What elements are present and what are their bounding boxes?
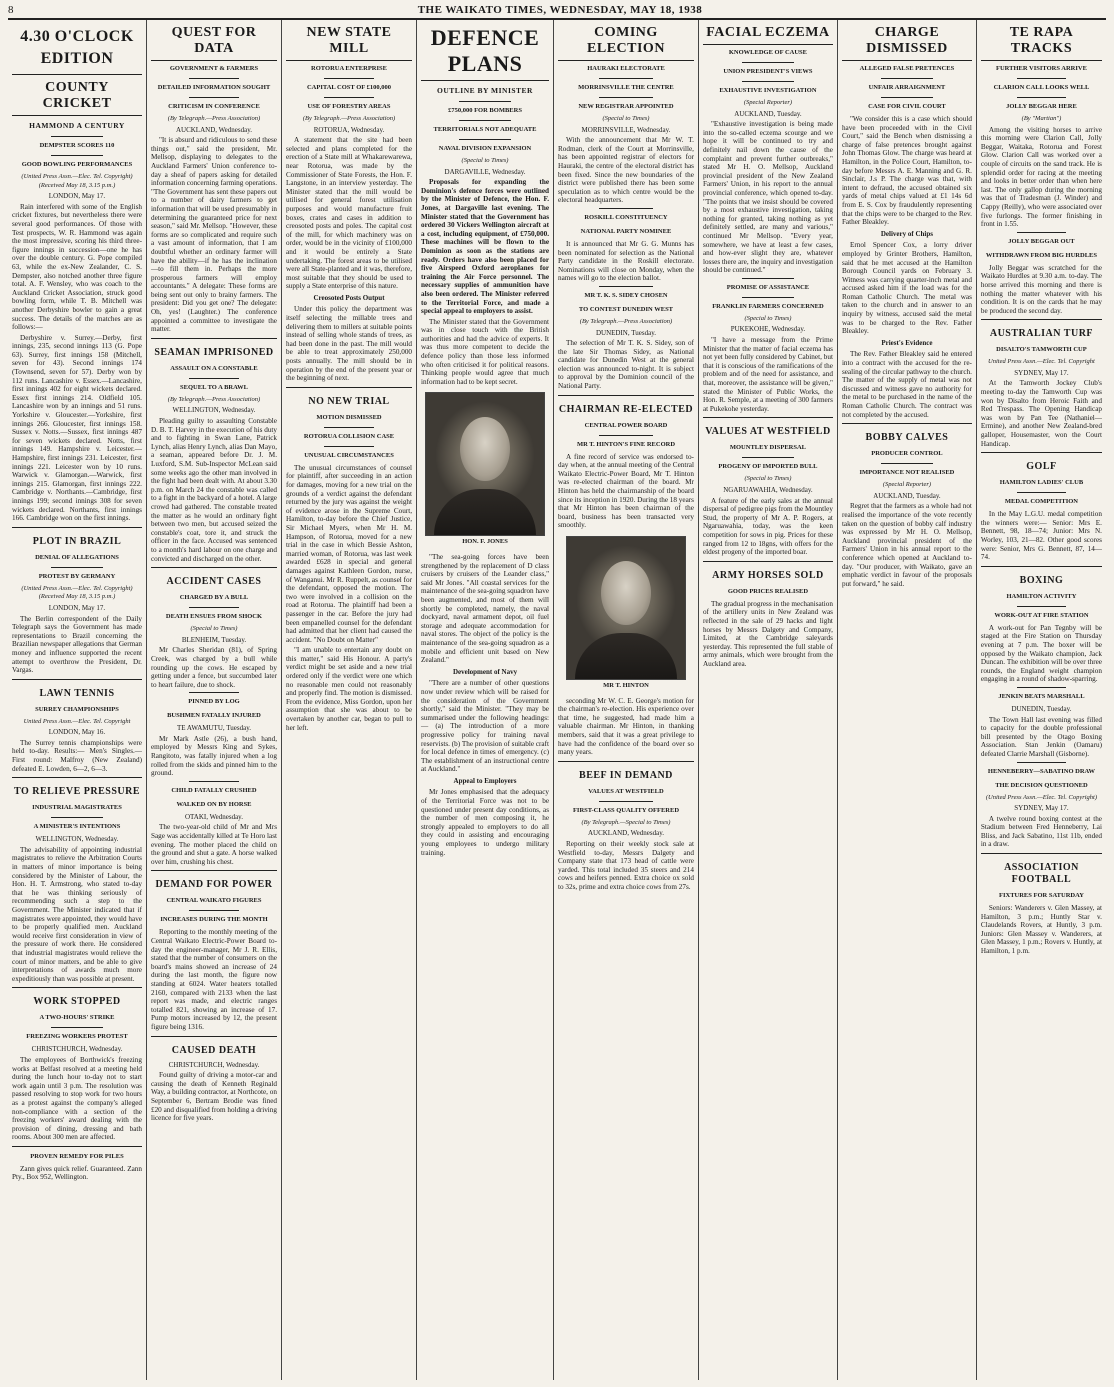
column-3 bbox=[282, 20, 417, 1380]
headline-facial-eczema: FACIAL ECZEMA bbox=[703, 22, 833, 45]
advertisement-heading: PROVEN REMEDY FOR PILES bbox=[30, 1152, 124, 1160]
article-body: "I am unable to entertain any doubt on this matter," said His Honour. A party's verdict might be set aside and a new trial ordered only if the verdict were one which no reasonable men could not reasonably and properly find. The motion is dismissed. From the evidence, Miss Gordon, upon her assumption that she was about to be overtaken by another car, began to pull to her left. bbox=[286, 646, 413, 732]
byline: (Special to Times) bbox=[744, 475, 792, 483]
headline-seaman-imprisoned: SEAMAN IMPRISONED bbox=[154, 346, 274, 358]
article-body: Pleading guilty to assaulting Constable D. B. T. Harvey in the execution of his duty and to fighting in Swan Lane, Patrick Lynch, alias Henry Lynch, alias Dan Mayo, a seaman, appeared before Dr. J. M. Luxford, S.M. Sub-Inspector McLean said some weeks ago the other man involved in the fight had been dealt with. At about 3.30 p.m. on March 24 the constable was called to a fight in the backyard of a hotel. A large crowd had gathered. The constable treated the matter as he would an ordinary fight between two men, but accused seized the constable's coat, tore it, and struck the officer in the face. Accused was sentenced to a month's hard labour on one charge and convicted and discharged on the other. bbox=[150, 417, 277, 563]
headline-quest-for-data: QUEST FOR DATA bbox=[151, 22, 277, 61]
dateline: AUCKLAND, Tuesday. bbox=[734, 109, 802, 118]
headline-new-state-mill: NEW STATE MILL bbox=[286, 22, 412, 61]
article-body: The Berlin correspondent of the Daily Telegraph says the Government has made representations to Brazil concerning the Brazilian newspaper allegations that German money and influence supported the recent attempt to overthrow the President, Dr. Vargas. bbox=[12, 614, 142, 675]
subhead: CAPITAL COST OF £100,000 bbox=[306, 84, 392, 91]
advertisement-body: Zann gives quick relief. Guaranteed. Zann Pty., Box 952, Wellington. bbox=[12, 1164, 142, 1182]
subhead: £750,000 FOR BOMBERS bbox=[448, 107, 522, 114]
article-body: "The sea-going forces have been strengthened by the replacement of D class cruisers by cruisers of the Leander class," said Mr Jones. "All coastal services for the maintenance of the sea-going squadron have been augmented, and most of them will shortly be completed, namely, the naval dockyard, naval armament depot, oil fuel storage and adequate accommodation for naval stores. The object of the policy is the maintenance of the sea-going squadron as a mobile and efficient unit based on New Zealand." bbox=[421, 553, 550, 665]
subhead: FIXTURES FOR SATURDAY bbox=[999, 892, 1084, 900]
headline-te-rapa-tracks: TE RAPA TRACKS bbox=[981, 22, 1102, 61]
subhead: WALKED ON BY HORSE bbox=[176, 800, 252, 808]
headline-plot-brazil: PLOT IN BRAZIL bbox=[32, 535, 122, 547]
subhead: MR T. K. S. SIDEY CHOSEN bbox=[584, 291, 668, 299]
subhead: CASE FOR CIVIL COURT bbox=[868, 103, 946, 110]
byline: United Press Assn.—Elec. Tel. Copyright bbox=[23, 717, 131, 725]
section-subhead: Appeal to Employers bbox=[453, 776, 517, 785]
headline-army-horses: ARMY HORSES SOLD bbox=[712, 569, 824, 581]
column-7 bbox=[838, 20, 977, 1380]
byline: (By Telegraph.—Press Association) bbox=[302, 115, 396, 122]
subhead: PRODUCER CONTROL bbox=[871, 450, 943, 458]
subhead: UNION PRESIDENT'S VIEWS bbox=[723, 68, 813, 75]
subhead: SEQUEL TO A BRAWL bbox=[180, 383, 248, 391]
subhead: HAMMOND A CENTURY bbox=[29, 121, 125, 130]
dateline: AUCKLAND, Wednesday. bbox=[587, 829, 664, 838]
column-5 bbox=[554, 20, 699, 1380]
column-8 bbox=[977, 20, 1106, 1380]
subhead: CHARGED BY A BULL bbox=[179, 594, 249, 602]
byline: (By Telegraph.—Press Association) bbox=[579, 317, 673, 325]
article-body: A fine record of service was endorsed to-day when, at the annual meeting of the Central Waikato Electric-Power Board, Mr T. Hinton was re-elected chairman of the board. Mr Hinton has held the chairmanship of the board since its inception in 1920. During the 18 years that Mr Hinton has been chairman of the board, business has been transacted very smoothly. bbox=[558, 452, 694, 530]
headline-caused-death: CAUSED DEATH bbox=[171, 1044, 257, 1056]
dateline: OTAKI, Wednesday. bbox=[185, 812, 243, 821]
byline: (United Press Assn.—Elec. Tel. Copyright) (Received May 18, 3.15 p.m.) bbox=[21, 584, 133, 601]
article-body: "We consider this is a case which should have been proceeded with in the Civil Court," said the Bench when dismissing a charge of false pretences brought against John Thomas Glow. The charge was heard at Hamilton, in the Police Court, Hamilton, to-day before Messrs A. E. Manning and G. R. Sinclair, J.s P. The charge was that, with intent to defraud, the accused obtained six yards of metal chips valued at £1 14s 6d from E. S. Cox by fraudulently representing that the chips were to be charged to the Rev. Father Bleakley. bbox=[841, 115, 972, 227]
article-body: "Exhaustive investigation is being made into the so-called eczema scourge and we hope it will be continued to try and definitely nail down the cause of the complaint and prevent further outbreaks," stated Mr H. O. Mellsop, Auckland provincial president of the New Zealand Farmers' Union, in his report to the annual provincial conference, which opened to-day. "The points that we insist should be covered by a most exhaustive investigation, taking nothing for granted, taking nothing as yet definitely settled, are many and various," continued Mr Mellsop. "Every year, somewhere, we have at least a few cases, and how-ever slight they are, whatever losses there are, the inquiry and investigation should be continued." bbox=[702, 120, 833, 275]
column-1 bbox=[8, 20, 147, 1380]
dateline: DUNEDIN, Tuesday. bbox=[595, 328, 656, 337]
subhead: FREEZING WORKERS PROTEST bbox=[26, 1033, 128, 1041]
article-body: In the May L.G.U. medal competition the winners were:— Senior: Mrs E. Bennett, 98, 18—74; Junior: Mrs N. Worley, 103, 21—82. Other good scores were: Senior, Mrs G. Bennett, 87, 14—74. bbox=[980, 510, 1102, 562]
article-body: The unusual circumstances of counsel for plaintiff, after succeeding in an action for damages, moving for a new trial on the grounds of a verdict against the defendant returned by the jury was against the weight of evidence arose in the Supreme Court, Hamilton, to-day before the Chief Justice, Sir Michael Myers, when Mr H. M. Hampson, of Rotorua, moved for a new trial in the case in which Bessie Ashton, married woman, of Rotorua, was last week awarded £628 in special and general damages against Kathleen Gordon, nurse, of Wanganui. Mr R. Ruppelt, as counsel for the defendant, opposed the motion. The two were involved in a collision on the road at Rotorua. The plaintiff had been a passenger in the car. Before the jury had been empanelled counsel for the defendant had admitted that her client had caused the accident. "No Doubt on Matter" bbox=[286, 463, 413, 644]
subhead: JOLLY BEGGAR OUT bbox=[1008, 237, 1075, 245]
subhead: USE OF FORESTRY AREAS bbox=[307, 103, 391, 110]
article-body: The Town Hall last evening was filled to capacity for the double professional bill presented by the Otago Boxing Association. Stan Jenkin (Oamaru) defeated Clarrie Marshall (Gisborne). bbox=[980, 715, 1102, 758]
dateline: CHRISTCHURCH, Wednesday. bbox=[168, 1060, 260, 1069]
subhead: THE DECISION QUESTIONED bbox=[995, 781, 1088, 789]
subhead: CHILD FATALLY CRUSHED bbox=[171, 786, 257, 794]
subhead: ROSKILL CONSTITUENCY bbox=[584, 213, 668, 221]
headline-boxing: BOXING bbox=[1019, 574, 1064, 586]
masthead bbox=[8, 4, 1106, 20]
subhead: PROGENY OF IMPORTED BULL bbox=[718, 463, 818, 471]
subhead: INCREASES DURING THE MONTH bbox=[160, 916, 268, 924]
subhead: FIRST-CLASS QUALITY OFFERED bbox=[572, 806, 680, 814]
subhead: KNOWLEDGE OF CAUSE bbox=[728, 49, 808, 56]
subhead: NAVAL DIVISION EXPANSION bbox=[438, 145, 532, 152]
column-4 bbox=[417, 20, 554, 1380]
subhead: DETAILED INFORMATION SOUGHT bbox=[157, 84, 271, 91]
article-body: A statement that the site had been selected and plans completed for the erection of a State mill at Whakarewarewa, near Rotorua, was made by the Commissioner of State Forests, the Hon. F. Langstone, in an interview yesterday. The Minister stated that the mill would be utilised for general forest utilisation purposes and would manufacture fruit boxes, crates and cases in addition to creosoted posts and poles. The capital cost of the mill, for which machinery was on order, would be in the vicinity of £100,000 and it would be entirely a State undertaking. The forest areas to be utilised were all State-planted and it was, therefore, most suitable that they should be used to supply a State enterprise of this nature. bbox=[286, 136, 413, 291]
byline: (United Press Assn.—Elec. Tel. Copyright) bbox=[985, 793, 1098, 801]
portrait-photo-jones bbox=[425, 392, 545, 536]
headline-golf: GOLF bbox=[1026, 461, 1057, 473]
subhead: CRITICISM IN CONFERENCE bbox=[168, 103, 260, 110]
subhead: WORK-OUT AT FIRE STATION bbox=[994, 611, 1089, 619]
article-body: The Rev. Father Bleakley said he entered into a contract with the accused for the re-sealing of the circular pathway to the church. The matter of the supply of metal was not discussed and witness gave no authority for the metal to be purchased in the name of the Roman Catholic Church. The contract was not completed by the accused. bbox=[841, 350, 972, 419]
subhead: MR T. HINTON'S FINE RECORD bbox=[576, 440, 676, 448]
column-2 bbox=[147, 20, 282, 1380]
dateline: SYDNEY, May 17. bbox=[1014, 804, 1069, 813]
subhead: NATIONAL PARTY NOMINEE bbox=[580, 227, 672, 235]
dateline: AUCKLAND, Wednesday. bbox=[175, 125, 253, 134]
subhead: INDUSTRIAL MAGISTRATES bbox=[32, 804, 122, 812]
headline-chairman-reelected: CHAIRMAN RE-ELECTED bbox=[558, 403, 694, 415]
article-body: The gradual progress in the mechanisation of the artillery units in New Zealand was reflected in the sale of 29 hacks and light horses by Messrs Dalgety and Company, Limited, at the Cambridge saleyards yesterday. This represented the full stable of army animals, which were brought from the Auckland area. bbox=[702, 599, 833, 668]
byline: (United Press Assn.—Elec. Tel. Copyright) (Received May 18, 3.15 p.m.) bbox=[21, 173, 133, 189]
subhead: JOLLY BEGGAR HERE bbox=[1006, 103, 1077, 110]
subhead: HENNEBERRY—SABATINO DRAW bbox=[987, 767, 1095, 775]
subhead: MEDAL COMPETITION bbox=[1004, 498, 1079, 506]
article-body: The employees of Borthwick's freezing works at Belfast resolved at a meeting held during the lunch hour to-day not to start work again until 3 p.m. The resolution was passed resolving to stop work for two hours as a protest against the company's alleged non-compliance with a section of the freezing workers' award dealing with the provision of dining, dressing and bath rooms. About 300 men are affected. bbox=[12, 1055, 142, 1142]
dateline: NGARUAWAHIA, Wednesday. bbox=[723, 486, 813, 494]
dateline: WELLINGTON, Wednesday. bbox=[172, 406, 256, 415]
headline-beef-in-demand: BEEF IN DEMAND bbox=[579, 769, 673, 781]
article-body: A work-out for Pan Tegnby will be staged at the Fire Station on Thursday evening at 7 p.m. The boxer will be opposed by the Waikato champion, Jack Duncan. The exhibition will be over three rounds, the England weight champion engaging in a round of shadow-sparring. bbox=[980, 623, 1102, 684]
page-number: 8 bbox=[8, 4, 14, 16]
headline-association-football: ASSOCIATION FOOTBALL bbox=[1004, 862, 1079, 886]
subhead: SURREY CHAMPIONSHIPS bbox=[35, 705, 119, 713]
section-subhead: Delivery of Chips bbox=[880, 229, 933, 238]
byline: (Special to Times) bbox=[190, 625, 238, 633]
article-body: "It is absurd and ridiculous to send these things out," said the president, Mr. Mellsop, displaying to delegates to the Auckland Farmers' Union conference to-day a sheaf of papers asking for detailed information concerning farming operations. "The Government has sent these papers out to a number of dairy farmers to get information that will be used presumably in determining the guaranteed price for next season," said Mr. Mellsop. "However, these forms are so complicated and require such a vast amount of information, that I am doubtful whether an ordinary farmer will have the ability—if he has the inclination—to fill them in. Perhaps the more prosperous farmers will employ accountants." A delegate: These forms are being sent out only to brainy farmers. The president: Did you get one? The delegate: Oh, yes! (Laughter.) The conference appointed a committee to investigate the matter. bbox=[150, 136, 277, 334]
dateline: DARGAVILLE, Wednesday. bbox=[444, 167, 526, 176]
byline: United Press Assn.—Elec. Tel. Copyright bbox=[988, 358, 1095, 366]
headline-values-westfield: VALUES AT WESTFIELD bbox=[705, 426, 831, 438]
article-body: Among the visiting horses to arrive this morning were Clarion Call, Jolly Beggar, Waitaka, Rotorua and Forest Glow. Clarion Call was worked over a couple of circuits on the sand track. He is splendid order for racing at the meeting and looks in better order than when here last. The only gallop during the morning was that of Tradesman (J. Winder) and Cappy (Reilly), who were associated over five furlongs. The former finishing in front in 1.55. bbox=[980, 125, 1102, 229]
byline: (By Telegraph.—Press Association) bbox=[167, 395, 261, 403]
headline-coming-election: COMING ELECTION bbox=[558, 22, 694, 61]
subhead: HAMILTON ACTIVITY bbox=[1006, 592, 1077, 600]
subhead: FRANKLIN FARMERS CONCERNED bbox=[712, 302, 824, 310]
subhead: IMPORTANCE NOT REALISED bbox=[859, 469, 955, 477]
dateline: ROTORUA, Wednesday. bbox=[313, 125, 385, 134]
article-body: It is announced that Mr G. G. Munns has been nominated for selection as the National Party candidate in the Roskill electorate. Nominations will close on Monday, when the names will go to the election ballot. bbox=[558, 239, 694, 283]
article-body: Found guilty of driving a motor-car and causing the death of Kenneth Reginald Way, a building contractor, at Northcote, on September 6, Bertram Brodie was fined £20 and disqualified from holding a driving licence for five years. bbox=[150, 1071, 277, 1123]
subhead: A TWO-HOURS' STRIKE bbox=[39, 1014, 115, 1022]
dateline: MORRINSVILLE, Wednesday. bbox=[581, 125, 671, 134]
article-body: Under this policy the department was itself selecting the millable trees and delivering them to millers at suitable points instead of selling whole stands of trees, as had been done in the past. The mill would be able to treat approximately 250,000 posts annually. The mill should be in operation by the end of the present year or the beginning of next. bbox=[286, 305, 413, 383]
subhead: A MINISTER'S INTENTIONS bbox=[33, 823, 121, 831]
headline-accident-cases: ACCIDENT CASES bbox=[166, 576, 262, 588]
article-body: The advisability of appointing industrial magistrates to relieve the Arbitration Courts in matters of minor importance is being considered by the Minister of Labour, the Hon. H. T. Armstrong, who stated to-day that he was thinking seriously of recommending such a step to the Government. The Minister indicated that if magistrates were appointed, they would have to be properly qualified men. Auckland would receive first consideration in view of the pressure of work there. He considered that industrial magistrates would relieve the court of minor matters, and be able to give interpretations of awards much more expeditiously than was possible at present. bbox=[12, 845, 142, 983]
subhead: DEATH ENSUES FROM SHOCK bbox=[165, 613, 263, 621]
headline-australian-turf: AUSTRALIAN TURF bbox=[989, 328, 1094, 340]
edition-banner: 4.30 O'CLOCK EDITION bbox=[12, 22, 142, 75]
article-body: "I have a message from the Prime Minister that the matter of facial eczema has not yet been fully considered by Cabinet, but that it is conscious of the ramifications of the problem and of the need for assistance, and that, moreover, the assistance will be given," stated the Minister of Public Works, the Hon. R. Semple, at a meeting of 300 farmers at Pukekohe yesterday. bbox=[702, 336, 833, 413]
byline: (Special to Times) bbox=[461, 157, 509, 164]
subhead: FURTHER VISITORS ARRIVE bbox=[995, 65, 1087, 72]
column-6 bbox=[699, 20, 838, 1380]
byline: (By Telegraph.—Special to Times) bbox=[581, 818, 671, 826]
headline-relieve-pressure: TO RELIEVE PRESSURE bbox=[13, 786, 140, 798]
subhead: ALLEGED FALSE PRETENCES bbox=[859, 65, 955, 72]
article-body: A feature of the early sales at the annual dispersal of pedigree pigs from the Mountley Stud, the property of Mr A. P. Rogers, at Ngaruawahia, today, was the keen competition for sows in pig. Prices for these ranged from 12 to 18gns, with offers for the eldest progeny of the imported boar. bbox=[702, 496, 833, 557]
headline-defence-plans: DEFENCE PLANS bbox=[421, 22, 549, 81]
article-body: seconding Mr W. C. E. George's motion for the chairman's re-election. His experience over that time, he suggested, had made him a valuable chairman. Mr Hinton, in thanking members, said that it was a great privilege to have had the confidence of the board over so many years. bbox=[558, 696, 694, 757]
dateline: WELLINGTON, Wednesday. bbox=[35, 835, 119, 844]
article-lede: Proposals for expanding the Dominion's defence forces were outlined by the Minister of Defence, the Hon. F. Jones, at Dargaville last evening. The Minister stated that the Government has ordered 30 Vickers Wellington aircraft at a cost, including equipment, of £750,000. These machines will be flown to the Dominion as soon as the stations are ready. Orders have also been placed for five Airspeed Oxford aeroplanes for training the Air Force personnel. The necessary supplies of ammunition have also been ordered. The Minister referred to the Territorial Force, and made a special appeal to employers to assist. bbox=[421, 178, 550, 316]
headline-lawn-tennis: LAWN TENNIS bbox=[39, 687, 115, 699]
article-body: At the Tamworth Jockey Club's meeting to-day the Tamworth Cup was won by Disalto from Heroic Faith and Red Trespass. The Opening Handicap was won by Pan Tee (Nathaniel—Ermine), and another New Zealand-bred galloper, Housemaster, won the Court Handicap. bbox=[980, 379, 1102, 448]
subhead: MOUNTLEY DISPERSAL bbox=[729, 444, 807, 452]
dateline: LONDON, May 17. bbox=[48, 603, 106, 612]
headline-no-new-trial: NO NEW TRIAL bbox=[308, 395, 390, 407]
article-body: Rain interfered with some of the English cricket fixtures, but nevertheless there were several good performances. Of those with Test prospects, W. R. Hammond was again the most impressive, scoring his third three-figure innings in succession—one he has over the double century. G. Pope compiled 63, while the ex-New Zealander, C. S. Dempster, also notched another three figure total. A. F. Wensley, who was coach to the Auckland Cricket Association, struck good bowling form, while T. B. Mitchell was another Derbyshire bowler to gain a great success. The details of the matches are as follows:— bbox=[12, 202, 142, 332]
subhead: GOVERNMENT & FARMERS bbox=[169, 65, 259, 72]
photo-caption: HON. F. JONES bbox=[462, 538, 508, 546]
subhead: VALUES AT WESTFIELD bbox=[588, 787, 664, 795]
article-body: Seniors: Wanderers v. Glen Massey, at Hamilton, 3 p.m.; Huntly Star v. Claudelands Rovers, at Huntly, 3 p.m. Juniors: Glen Massey v. Wanderers, at Glen Massey, 1 p.m.; Rovers v. Huntly, at Hamilton, 1 p.m. bbox=[980, 904, 1102, 956]
subhead: JENKIN BEATS MARSHALL bbox=[998, 692, 1085, 700]
article-body: Regret that the farmers as a whole had not realised the importance of the vote recently taken on the question of bobby calf industry was expressed by Mr H. O. Mellsop, Auckland provincial president of the Farmers' Union in his annual report to the conference which opened at Auckland to-day. "Our producer, with Waikato, gave an emphatic verdict in favour of the proposals put forward," he said. bbox=[841, 502, 972, 588]
byline: (Special Reporter) bbox=[882, 481, 932, 489]
dateline: DUNEDIN, Tuesday. bbox=[1011, 704, 1072, 713]
dateline: AUCKLAND, Tuesday. bbox=[873, 491, 941, 500]
subhead: ROTORUA COLLISION CASE bbox=[303, 432, 395, 440]
article-body: "There are a number of other questions now under review which will be raised for the consideration of the Government shortly," said the Minister. "They may be summarised under the following headings:— (a) The introduction of a more progressive policy for training naval reservists. (b) The provision of suitable craft for local defence in times of emergency. (c) The establishment of an instructional centre at Auckland." bbox=[421, 679, 550, 774]
article-body: Reporting on their weekly stock sale at Westfield to-day, Messrs Dalgety and Company state that 173 head of cattle were yarded. This total included 35 steers and 214 cows and heifers penned. Extra choice ox sold to 32s, prime and extra choice cows from 27s. bbox=[558, 839, 694, 891]
subhead: ASSAULT ON A CONSTABLE bbox=[170, 364, 258, 372]
byline: (By Telegraph.—Press Association) bbox=[167, 115, 261, 122]
section-subhead: Priest's Evidence bbox=[881, 338, 933, 347]
subhead: UNFAIR ARRAIGNMENT bbox=[868, 84, 946, 91]
section-subhead: Development of Navy bbox=[452, 667, 518, 676]
dateline: LONDON, May 17. bbox=[48, 192, 106, 201]
subhead: OUTLINE BY MINISTER bbox=[437, 86, 533, 95]
subhead: BUSHMEN FATALLY INJURED bbox=[167, 712, 261, 720]
article-body: With the announcement that Mr W. T. Rodman, clerk of the Court at Morrinsville, has been appointed registrar of electors for Hauraki, the centre of the electoral district has been fixed. Since the new boundaries of the district were published there has been some speculation as to which centre would be the electoral headquarters. bbox=[558, 136, 694, 205]
subhead: DEMPSTER SCORES 110 bbox=[39, 142, 115, 149]
headline-demand-for-power: DEMAND FOR POWER bbox=[155, 879, 273, 891]
headline-county-cricket: COUNTY CRICKET bbox=[12, 77, 142, 116]
subhead: WITHDRAWN FROM BIG HURDLES bbox=[985, 251, 1097, 259]
subhead: GOOD BOWLING PERFORMANCES bbox=[21, 161, 133, 168]
subhead: TO CONTEST DUNEDIN WEST bbox=[578, 305, 674, 313]
subhead: HAURAKI ELECTORATE bbox=[587, 65, 665, 72]
article-body: Mr Charles Sheridan (81), of Spring Creek, was charged by a bull while rounding up the cows. He escaped by getting under a fence, but succumbed later to heart failure, due to shock. bbox=[150, 646, 277, 689]
article-body: The Minister stated that the Government was in close touch with the British authorities and had the advice of experts. It was thus more competent to decide the defence policy than those less informed who often criticised it for political reasons. Thinking people would agree that much information had to be kept secret. bbox=[421, 317, 550, 386]
headline-bobby-calves: BOBBY CALVES bbox=[865, 432, 949, 444]
article-body: The Surrey tennis championships were held to-day. Results:— Men's Singles.—First round: Malfroy (New Zealand) defeated E. Lowden, 6—2, 6—3. bbox=[12, 738, 142, 773]
subhead: PINNED BY LOG bbox=[188, 698, 240, 706]
subhead: ROTORUA ENTERPRISE bbox=[311, 65, 387, 72]
section-subhead: Creosoted Posts Output bbox=[313, 293, 385, 302]
subhead: UNUSUAL CIRCUMSTANCES bbox=[304, 451, 394, 459]
dateline: CHRISTCHURCH, Wednesday. bbox=[31, 1045, 123, 1054]
article-body: A twelve round boxing contest at the Stadium between Fred Henneberry, Lai Bliss, and Jack Sabatino, 11st 11b, ended in a draw. bbox=[980, 814, 1102, 849]
subhead: CENTRAL POWER BOARD bbox=[584, 421, 668, 429]
dateline: SYDNEY, May 17. bbox=[1014, 368, 1069, 377]
byline: (By "Martian") bbox=[1021, 115, 1062, 122]
subhead: CENTRAL WAIKATO FIGURES bbox=[166, 897, 262, 905]
subhead: MOTION DISMISSED bbox=[316, 413, 382, 421]
subhead: TERRITORIALS NOT ADEQUATE bbox=[433, 126, 537, 133]
headline-work-stopped: WORK STOPPED bbox=[33, 996, 121, 1008]
article-body: Reporting to the monthly meeting of the Central Waikato Electric-Power Board to-day the engineer-manager, Mr J. R. Ellis, stated that the number of consumers on the board's mains showed an increase of 24 during the last month, the figure now standing at 6024. Water heaters totalled 2160, compared with 2133 when the last report was made, and electric ranges totalled 821, showing an increase of 17. Pump motors increased by 12, the present figure being 1316. bbox=[150, 928, 277, 1031]
article-body: Jolly Beggar was scratched for the Waikato Hurdles at 9.30 a.m. to-day. The horse arrived this morning and there is nothing the matter whatever with his condition. It is on the cards that he may be produced the second day. bbox=[980, 263, 1102, 315]
subhead: EXHAUSTIVE INVESTIGATION bbox=[719, 87, 817, 94]
article-body: The two-year-old child of Mr and Mrs Sage was accidentally killed at Te Horo last evening. The mother placed the child on the ground and shut a gate. A horse walked over him, crushing his chest. bbox=[150, 823, 277, 866]
masthead-title: THE WAIKATO TIMES, WEDNESDAY, MAY 18, 1938 bbox=[417, 4, 703, 16]
dateline: BLENHEIM, Tuesday. bbox=[181, 635, 247, 644]
subhead: GOOD PRICES REALISED bbox=[727, 587, 809, 595]
subhead: HAMILTON LADIES' CLUB bbox=[999, 479, 1084, 487]
article-body: Derbyshire v. Surrey.—Derby, first innings, 235, second innings 113 (G. Pope 63). Surrey, first innings 158 (Mitchell, seven for 43). Second innings 174 (Townsend, seven for 57). Derby won by 112 runs. Lancashire v. Essex.—Lancashire, first innings 402 for eight wickets declared. Essex first innings 214. Oldfield 105. Lancashire won by an innings and 51 runs. Yorkshire v. Gloucester.—Yorkshire, first innings 266. Gloucester, first innings 158. Sussex v. Notts.—Sussex, first innings 487 for seven wickets declared. Notts, first innings 149. Hampshire v. Leicester.—Hampshire, first innings 231. Leicester, first innings 221. Leicester won by 10 runs. Warwick v. Glamorgan.—Warwick, first innings 215. Glamorgan, first innings 222. Cambridge v. Northants.—Cambridge, first innings 199; second innings 308 for seven wickets declared. Northants, first innings 166. Cambridge won on the first innings. bbox=[12, 333, 142, 523]
subhead: DENIAL OF ALLEGATIONS bbox=[35, 553, 119, 561]
article-body: Mr Mark Astle (26), a bush hand, employed by Messrs King and Sykes, Rangitoto, was fatally injured when a log rolled from the skids and pinned him to the ground. bbox=[150, 734, 277, 778]
portrait-photo-hinton bbox=[566, 536, 686, 680]
subhead: NEW REGISTRAR APPOINTED bbox=[578, 103, 674, 110]
subhead: CLARION CALL LOOKS WELL bbox=[993, 84, 1090, 91]
dateline: TE AWAMUTU, Tuesday. bbox=[176, 724, 252, 733]
dateline: PUKEKOHE, Wednesday. bbox=[730, 325, 806, 334]
subhead: DISALTO'S TAMWORTH CUP bbox=[996, 346, 1087, 354]
dateline: LONDON, May 16. bbox=[48, 728, 106, 737]
subhead: MORRINSVILLE THE CENTRE bbox=[578, 84, 674, 91]
subhead: PROMISE OF ASSISTANCE bbox=[726, 283, 810, 291]
byline: (Special Reporter) bbox=[743, 99, 793, 106]
article-body: Ernol Spencer Cox, a lorry driver employed by Grinter Brothers, Hamilton, said that he met accused at the Hamilton Borough Council yards on February 3. Witness was carrying quarter-inch metal and accused asked him if the load was for the Roman Catholic Church. The metal was taken to the church and in answer to an inquiry by witness, accused said the metal was to be charged to the Rev. Father Bleakley. bbox=[841, 241, 972, 336]
byline: (Special to Times) bbox=[744, 314, 792, 322]
article-body: The selection of Mr T. K. S. Sidey, son of the late Sir Thomas Sidey, as National candidate for Dunedin West at the general election was announced to-night. It is subject to approval by the Dominion council of the National Party. bbox=[558, 339, 694, 391]
article-body: Mr Jones emphasised that the adequacy of the Territorial Force was not to be questioned under present day conditions, as the number of men composing it, he strongly appealed to employers to do all they could in assisting and encouraging young employees to undergo military training. bbox=[421, 788, 550, 857]
headline-charge-dismissed: CHARGE DISMISSED bbox=[842, 22, 972, 61]
photo-caption: MR T. HINTON bbox=[603, 682, 649, 689]
subhead: PROTEST BY GERMANY bbox=[38, 572, 116, 580]
byline: (Special to Times) bbox=[602, 115, 650, 122]
